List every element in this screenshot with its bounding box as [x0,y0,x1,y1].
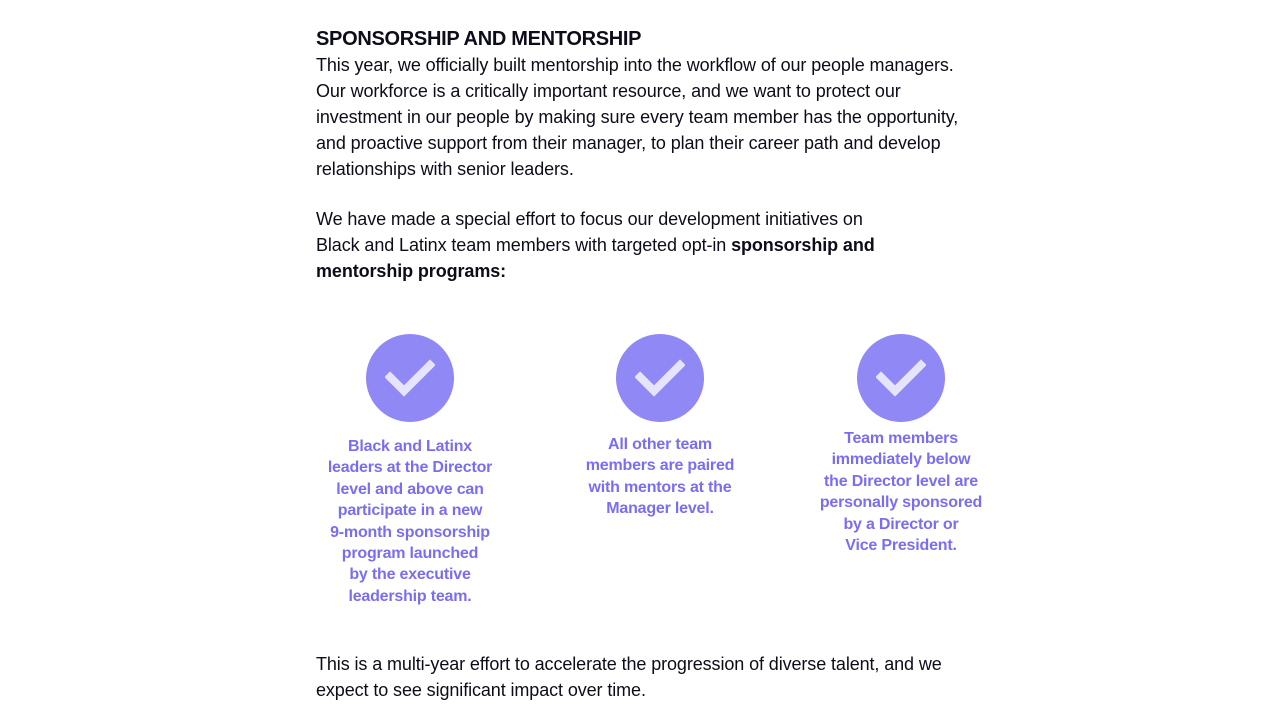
focus-line [316,232,916,258]
program-line: by the executive [349,566,471,584]
program-line: by a Director or [843,515,959,533]
program-line: Vice President. [845,537,957,555]
intro-line: and proactive support from their manager, to plan their career path and develop [316,133,941,153]
program-mentors-managers [572,332,748,520]
program-line: 9-month sponsorship [330,523,490,541]
focus-line: We have made a special effort to focus our development initiatives on [316,209,863,229]
program-line: Manager level. [606,500,714,518]
checkmark-icon [876,358,926,398]
program-line: members are paired [585,457,735,475]
intro-line: This year, we officially built mentorship into the workflow of our people managers. [316,55,954,75]
program-line: the Director level are [824,472,978,490]
focus-emphasis: sponsorship and [731,235,875,255]
check-circle-icon [366,334,454,422]
focus-emphasis: mentorship programs: [316,261,507,281]
program-description [316,436,504,607]
program-line: immediately below [831,451,971,469]
program-line: with mentors at the [588,478,732,496]
program-line: leadership team. [348,587,472,605]
section-heading: SPONSORSHIP AND MENTORSHIP [316,28,642,50]
focus-paragraph [316,206,916,284]
programs-row [316,332,1016,622]
program-sponsored-by-director [812,332,990,556]
closing-line: expect to see significant impact over time. [316,680,646,700]
document-section [316,26,1016,605]
program-sponsorship-directors [316,332,504,607]
checkmark-icon [385,358,435,398]
program-line: All other team [608,436,712,453]
closing-line: This is a multi-year effort to accelerate the progression of diverse talent, and we [316,654,942,674]
program-line: leaders at the Director [327,459,493,477]
program-description [812,428,990,556]
program-line: Black and Latinx [348,438,472,455]
intro-line: relationships with senior leaders. [316,159,574,179]
program-line: level and above can [336,480,484,498]
check-circle-icon [616,334,704,422]
program-description [572,434,748,520]
intro-line: investment in our people by making sure every team member has the opportunity, [316,107,959,127]
focus-line [316,258,916,284]
program-line: participate in a new [337,502,483,520]
program-line: personally sponsored [819,494,983,512]
focus-text: Black and Latinx team members with targeted opt-in [316,235,732,255]
closing-paragraph [316,651,1016,703]
intro-paragraph [316,52,1016,182]
program-line: program launched [341,545,479,563]
intro-line: Our workforce is a critically important resource, and we want to protect our [316,81,901,101]
program-line: Team members [844,430,958,447]
checkmark-icon [635,358,685,398]
check-circle-icon [857,334,945,422]
